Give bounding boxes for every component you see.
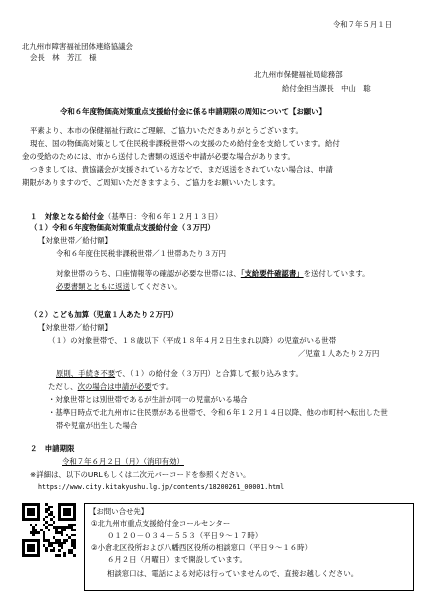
recipient-org: 北九州市障害福祉団体連絡協議会 [22, 42, 133, 51]
contact-line: ②小倉北区役所および八幡西区役所の相談窓口（平日９～１６時） [91, 543, 312, 552]
sub1-note-a: 対象世帯のうち、口座情報等の確認が必要な世帯には、 [56, 269, 241, 278]
contact-line: 相談窓口は、電話による対応は行っていませんので、直接お越しください。 [107, 569, 359, 578]
sub2-heading: （２）こども加算（児童１人あたり２万円） [30, 310, 178, 319]
deadline: 令和７年６月２日（月）（消印有効） [62, 457, 184, 466]
sub1-note-form: 「支給要件確認書」 [240, 269, 304, 278]
sub2-note2 [48, 382, 173, 392]
sub2-bullet2: ・基準日時点で北九州市に住民票がある世帯で、令和６年１２月１４日以降、他の市町村へ転出した世 [48, 408, 388, 417]
section1-heading-row [30, 212, 222, 222]
sub1-line: 令和６年度住民税非課税世帯／１世帯あたり３万円 [56, 249, 226, 258]
sub2-line2: ／児童１人あたり２万円 [298, 349, 380, 358]
sub2-note2-a: ただし、 [48, 382, 78, 391]
qr-code-icon[interactable] [22, 503, 76, 557]
sub1-note2-b: してください。 [129, 282, 182, 291]
section1-heading: １ 対象となる給付金 [30, 212, 104, 221]
sub1-note-c: を送付しています。 [303, 269, 370, 278]
contact-phone[interactable]: ０１２０－０３４－５５３（平日９～１７時） [107, 531, 263, 540]
contact-line: ６月２日（月曜日）まで開設しています。 [107, 555, 247, 564]
detail-note: ※詳細は、以下のURLもしくは二次元バーコードを参照ください。 [30, 470, 251, 479]
sub2-bullet2-cont: 帯や児童が出生した場合 [56, 421, 138, 430]
contact-title: 【お問い合せ先】 [89, 507, 149, 516]
intro-line: つきましては、貴協議会が支援されている方などで、まだ返送をされていない場合は、申請 [30, 165, 333, 174]
sub1-note2-a: 必要書類とともに返送 [56, 282, 130, 291]
sub1-note2 [56, 282, 182, 292]
intro-line: 期限がありますので、ご周知いただきますよう、ご協力をお願いいたします。 [22, 178, 280, 187]
sender-person: 給付金担当課長 中山 聡 [282, 84, 371, 93]
contact-line: ①北九州市重点支援給付金コールセンター [91, 519, 231, 528]
sub2-note-a: 原則、手続き不要 [56, 369, 116, 378]
sub1-label: 【対象世帯／給付額】 [38, 236, 112, 245]
intro-line: 現在、国の物価高対策として住民税非課税世帯への支援のため給付金を支給しています。給付 [30, 139, 340, 148]
section1-basis: （基準日：令和６年１２月１３日） [103, 212, 223, 221]
intro-line: 平素より、本市の保健福祉行政にご理解、ご協力いただきありがとうございます。 [30, 126, 303, 135]
recipient-name: 会長 林 芳江 様 [30, 53, 97, 62]
sub2-note2-b: 次の場合は申請が必要 [77, 382, 152, 391]
contact-box [84, 503, 414, 591]
intro-line: 金の受給のためには、市から送付した書類の返送や申請が必要な場合があります。 [22, 152, 295, 161]
sub1-note [56, 269, 370, 279]
sender-dept: 北九州市保健福祉局総務部 [254, 70, 343, 79]
sub2-note2-c: です。 [151, 382, 174, 391]
sub2-note [56, 369, 303, 379]
document-title: 令和６年度物価高対策重点支援給付金に係る申請期限の周知について【お願い】 [60, 107, 326, 116]
sub2-bullet1: ・対象世帯とは別世帯であるが生計が同一の児童がいる場合 [48, 395, 248, 404]
sub2-line1: （１）の対象世帯で、１８歳以下（平成１８年４月２日生まれ以降）の児童がいる世帯 [48, 336, 337, 345]
document-date: 令和７年５月１日 [332, 20, 392, 29]
sub2-note-b: で、（１）の給付金（３万円）と合算して振り込みます。 [115, 369, 303, 378]
detail-url[interactable]: https://www.city.kitakyushu.lg.jp/contents/18200261_00001.html [38, 483, 285, 491]
sub2-label: 【対象世帯／給付額】 [38, 323, 112, 332]
section2-heading: ２ 申請期限 [30, 444, 75, 453]
sub1-heading: （１）令和６年度物価高対策重点支援給付金（３万円） [30, 223, 215, 232]
